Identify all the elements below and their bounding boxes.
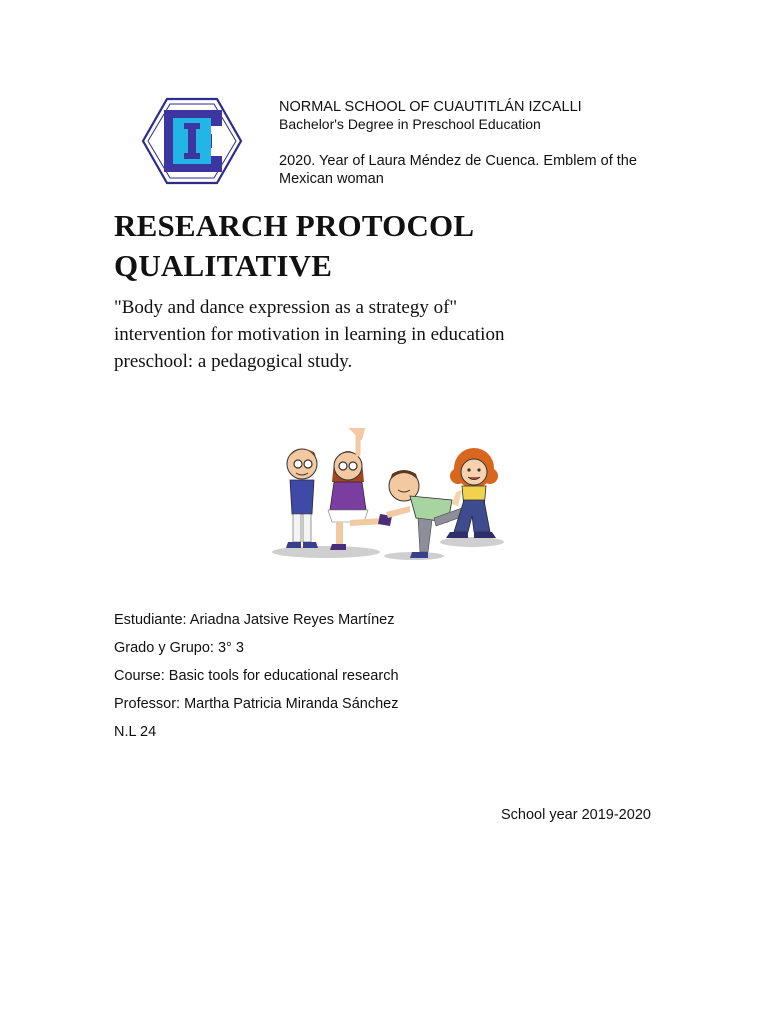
student-name: Estudiante: Ariadna Jatsive Reyes Martínez [114,612,395,628]
document-title [114,206,674,286]
title-line-2: QUALITATIVE [114,248,333,283]
institution-header [279,98,679,188]
child-boy-glasses [286,449,318,548]
year-emblem-text: 2020. Year of Laura Méndez de Cuenca. Emblem of the Mexican woman [279,153,637,187]
student-info [114,611,534,751]
dancing-children-illustration [268,428,518,564]
professor-name: Professor: Martha Patricia Miranda Sánchez [114,696,399,712]
child-girl-glasses [328,430,392,550]
child-girl-curly-hair [446,448,498,538]
grade-group: Grado y Grupo: 3° 3 [114,640,244,656]
degree-name: Bachelor's Degree in Preschool Education [279,116,541,132]
title-line-1: RESEARCH PROTOCOL [114,208,475,243]
school-year: School year 2019-2020 [501,807,651,823]
list-number: N.L 24 [114,724,157,740]
school-name: NORMAL SCHOOL OF CUAUTITLÁN IZCALLI [279,99,582,115]
school-emblem-logo [140,96,244,186]
document-subtitle: "Body and dance expression as a strategy of" intervention for motivation in learning in education preschool: a pedagogical study. [114,297,505,372]
course-name: Course: Basic tools for educational research [114,668,399,684]
